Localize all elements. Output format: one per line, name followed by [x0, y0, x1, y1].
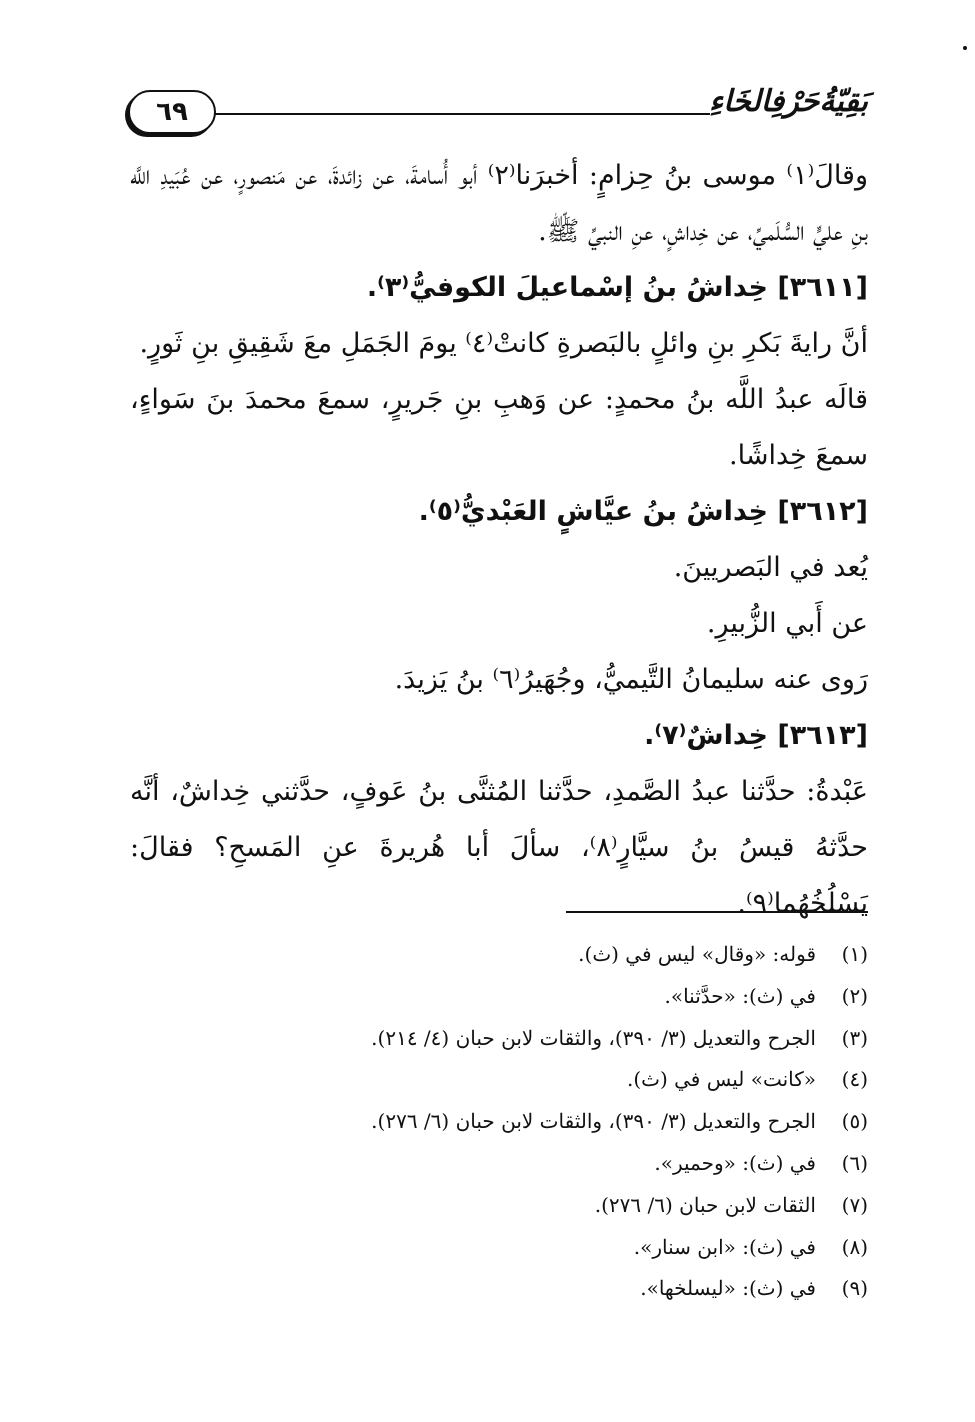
paragraph-4: يُعد في البَصريينَ.: [673, 552, 868, 583]
footnote-text: قوله: «وقال» ليس في (ث).: [578, 942, 816, 966]
footnote-5: [130, 1101, 868, 1143]
paragraph-1: وقالَ⁽١⁾ موسى بنُ حِزامٍ: أخبرَنا⁽٢⁾ أبو أُسامةَ، عن زائدةَ، عن مَنصورٍ، عن عُبَيدِ اللَّه بنِ عليٍّ السُّلَميِّ، عن خِداشٍ، عنِ النبيِّ ﷺ.: [130, 160, 868, 247]
footnote-text: الجرح والتعديل (٣/ ٣٩٠)، والثقات لابن حبان (٦/ ٢٧٦).: [371, 1109, 816, 1134]
footnote-number: (٥): [841, 1109, 868, 1134]
paragraph-7: عَبْدةُ: حدَّثنا عبدُ الصَّمدِ، حدَّثنا المُثنَّى بنُ عَوفٍ، حدَّثني خِداشٌ، أنَّه حدَّثهُ قيسُ بنُ سيَّارٍ⁽٨⁾، سألَ أبا هُريرةَ عنِ المَسحِ؟ فقالَ: يَسْلُخُهُما⁽٩⁾.: [130, 776, 868, 919]
paragraph-6: رَوى عنه سليمانُ التَّيميُّ، وجُهَيرُ⁽٦⁾ بنُ يَزيدَ.: [394, 664, 868, 695]
entry-heading-3611: [٣٦١١] خِداشُ بنُ إسْماعيلَ الكوفيُّ⁽٣⁾.: [366, 272, 868, 303]
footnote-number: (٢): [841, 983, 868, 1008]
footnote-number: (٩): [841, 1276, 868, 1301]
footnote-text: الثقات لابن حبان (٦/ ٢٧٦).: [594, 1192, 816, 1217]
footnote-3: [130, 1018, 868, 1060]
paragraph-2: أنَّ رايةَ بَكرِ بنِ وائلٍ بالبَصرةِ كانتْ⁽٤⁾ يومَ الجَمَلِ معَ شَقِيقِ بنِ ثَورٍ.: [139, 328, 868, 359]
running-title: بَقِيّةُحَرْفِالخَاءِ: [709, 84, 868, 119]
footnote-2: [130, 976, 868, 1018]
footnote-8: [130, 1227, 868, 1269]
footnote-1: [130, 934, 868, 976]
header-rule: [214, 113, 710, 115]
footnote-number: (٤): [841, 1067, 868, 1092]
footnote-text: في (ث): «ليسلخها».: [640, 1276, 816, 1301]
page-number-badge: [128, 90, 216, 134]
entry-heading-3612: [٣٦١٢] خِداشُ بنُ عيَّاشٍ العَبْديُّ⁽٥⁾.: [418, 496, 868, 527]
footnote-4: [130, 1059, 868, 1101]
entry-heading-3613: [٣٦١٣] خِداشٌ⁽٧⁾.: [644, 720, 868, 751]
footnotes: [130, 934, 868, 1310]
footnote-7: [130, 1185, 868, 1227]
footnote-9: [130, 1268, 868, 1310]
paragraph-3: قالَه عبدُ اللَّه بنُ محمدٍ: عن وَهبِ بنِ جَريرٍ، سمعَ محمدَ بنَ سَواءٍ، سمعَ خِداشًا.: [130, 384, 868, 471]
footnote-number: (٣): [841, 1025, 868, 1050]
footnote-text: في (ث): «ابن سنار».: [633, 1234, 816, 1259]
page-header: [128, 82, 868, 138]
footnote-6: [130, 1143, 868, 1185]
page-number: ٦٩: [156, 97, 188, 127]
main-text: [130, 148, 868, 932]
footnote-text: الجرح والتعديل (٣/ ٣٩٠)، والثقات لابن حبان (٤/ ٢١٤).: [371, 1025, 816, 1050]
footnote-text: «كانت» ليس في (ث).: [626, 1067, 816, 1092]
footnote-separator: [566, 911, 868, 913]
footnote-number: (٧): [841, 1192, 868, 1217]
footnote-text: في (ث): «حدَّثنا».: [664, 983, 816, 1008]
footnote-text: في (ث): «وحمير».: [654, 1150, 816, 1175]
footnote-number: (٦): [841, 1150, 868, 1175]
corner-mark: [963, 46, 967, 50]
footnote-number: (٨): [841, 1234, 868, 1259]
paragraph-5: عن أَبي الزُّبيرِ.: [706, 608, 868, 639]
footnote-number: (١): [841, 942, 868, 966]
